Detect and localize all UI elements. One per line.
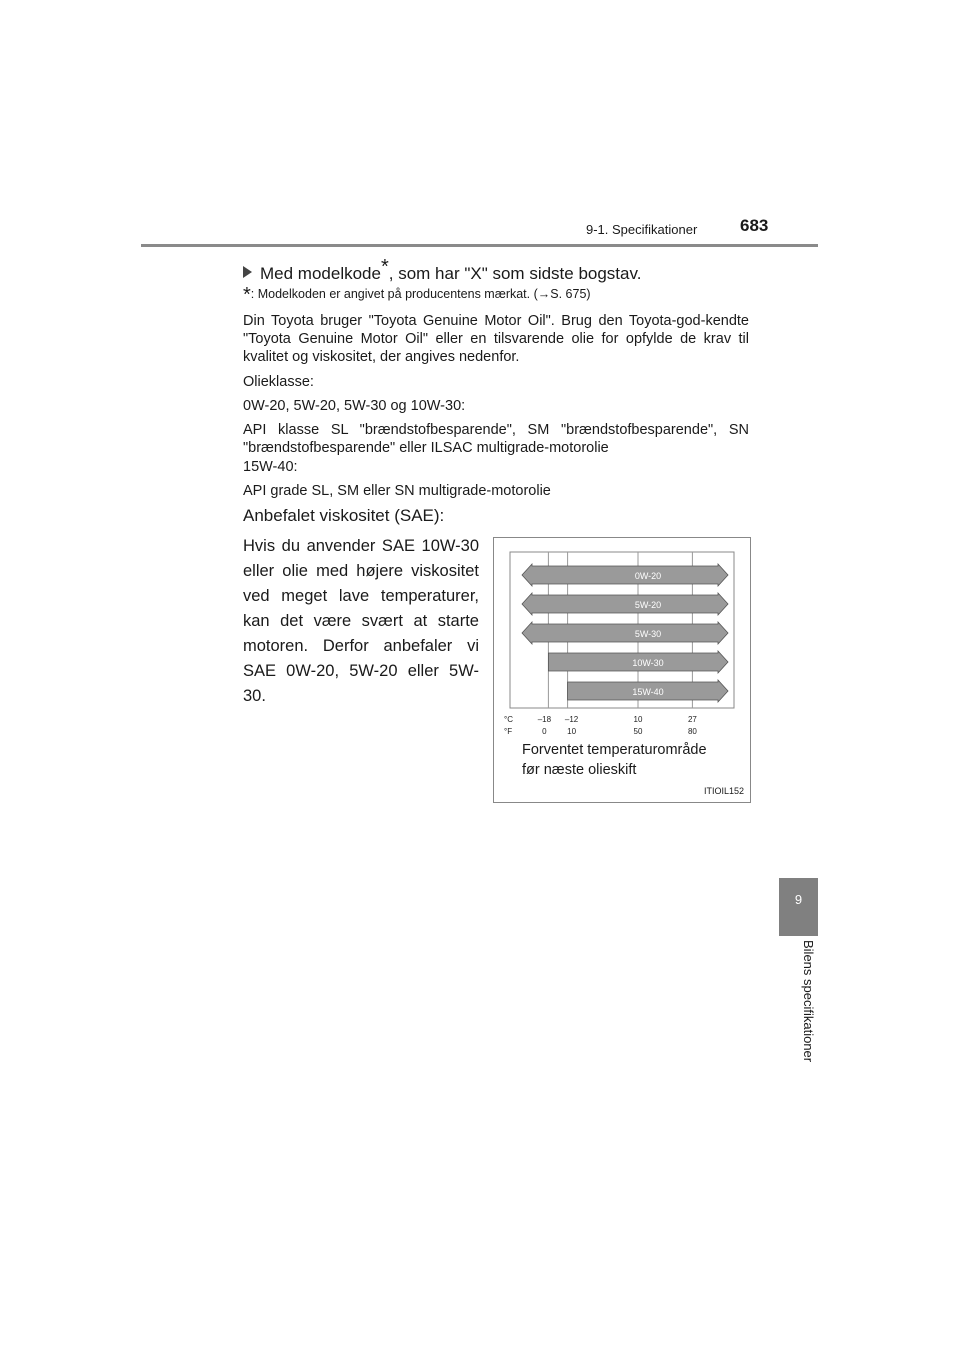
chapter-tab[interactable] bbox=[779, 878, 818, 936]
bullet-text: Med modelkode bbox=[260, 264, 381, 283]
viscosity-chart bbox=[493, 537, 751, 803]
grades-2: 15W-40: bbox=[243, 459, 298, 475]
header-divider bbox=[141, 244, 818, 247]
bar-label-5w-30: 5W-30 bbox=[634, 629, 662, 639]
chart-caption bbox=[522, 740, 707, 780]
bar-0w-20 bbox=[522, 564, 728, 586]
bullet-heading bbox=[243, 256, 641, 284]
bar-label-10w-30: 10W-30 bbox=[632, 658, 664, 668]
tick-c-0: –18 bbox=[537, 715, 552, 724]
caption-line-1: Forventet temperaturområde bbox=[522, 742, 707, 758]
viscosity-paragraph: Hvis du anvender SAE 10W-30 eller olie med højere viskositet ved meget lave temperaturer, kan det være svært at starte motoren. Derfor anbefaler vi SAE 0W-20, 5W-20 eller 5W-30. bbox=[243, 537, 479, 705]
grades-1-desc: API klasse SL "brændstofbesparende", SM "brændstofbesparende", SN "brændstofbesparende" eller ILSAC multigrade-motorolie bbox=[243, 422, 749, 456]
footnote-text: : Modelkoden er angivet på producentens mærkat. (→S. 675) bbox=[250, 287, 591, 301]
grades-1: 0W-20, 5W-20, 5W-30 og 10W-30: bbox=[243, 398, 466, 414]
asterisk-mark: * bbox=[380, 256, 389, 278]
chapter-title: Bilens specifikationer bbox=[801, 940, 816, 1063]
unit-fahrenheit: °F bbox=[504, 727, 513, 736]
tick-c-3: 27 bbox=[687, 715, 697, 724]
page-number: 683 bbox=[740, 216, 769, 235]
tick-f-2: 50 bbox=[633, 727, 643, 736]
header-section-title: 9-1. Specifikationer bbox=[586, 222, 698, 237]
unit-celsius: °C bbox=[504, 715, 513, 724]
tick-f-3: 80 bbox=[687, 727, 697, 736]
tick-f-0: 0 bbox=[542, 727, 547, 736]
bullet-text-rest: , som har "X" som sidste bogstav. bbox=[388, 264, 642, 283]
triangle-bullet-icon bbox=[243, 266, 252, 278]
chapter-number: 9 bbox=[794, 892, 803, 907]
tick-c-2: 10 bbox=[633, 715, 643, 724]
viscosity-heading: Anbefalet viskositet (SAE): bbox=[243, 506, 445, 525]
bar-label-5w-20: 5W-20 bbox=[634, 600, 662, 610]
tick-c-1: –12 bbox=[564, 715, 579, 724]
intro-paragraph: Din Toyota bruger "Toyota Genuine Motor Oil". Brug den Toyota-god-kendte "Toyota Genuine Motor Oil" eller en tilsvarende olie for opfylde de krav til kvalitet og viskositet, der angives nedenfor. bbox=[243, 313, 749, 365]
footnote bbox=[243, 284, 591, 307]
caption-line-2: før næste olieskift bbox=[522, 762, 637, 778]
bar-5w-30 bbox=[522, 622, 728, 644]
figure-id: ITIOIL152 bbox=[703, 786, 744, 796]
bar-label-15w-40: 15W-40 bbox=[632, 687, 664, 697]
bar-5w-20 bbox=[522, 593, 728, 615]
tick-f-1: 10 bbox=[567, 727, 577, 736]
oil-class-label: Olieklasse: bbox=[243, 374, 314, 390]
bar-label-0w-20: 0W-20 bbox=[634, 571, 662, 581]
footnote-asterisk: * bbox=[243, 284, 251, 306]
grades-2-desc: API grade SL, SM eller SN multigrade-motorolie bbox=[243, 483, 551, 499]
